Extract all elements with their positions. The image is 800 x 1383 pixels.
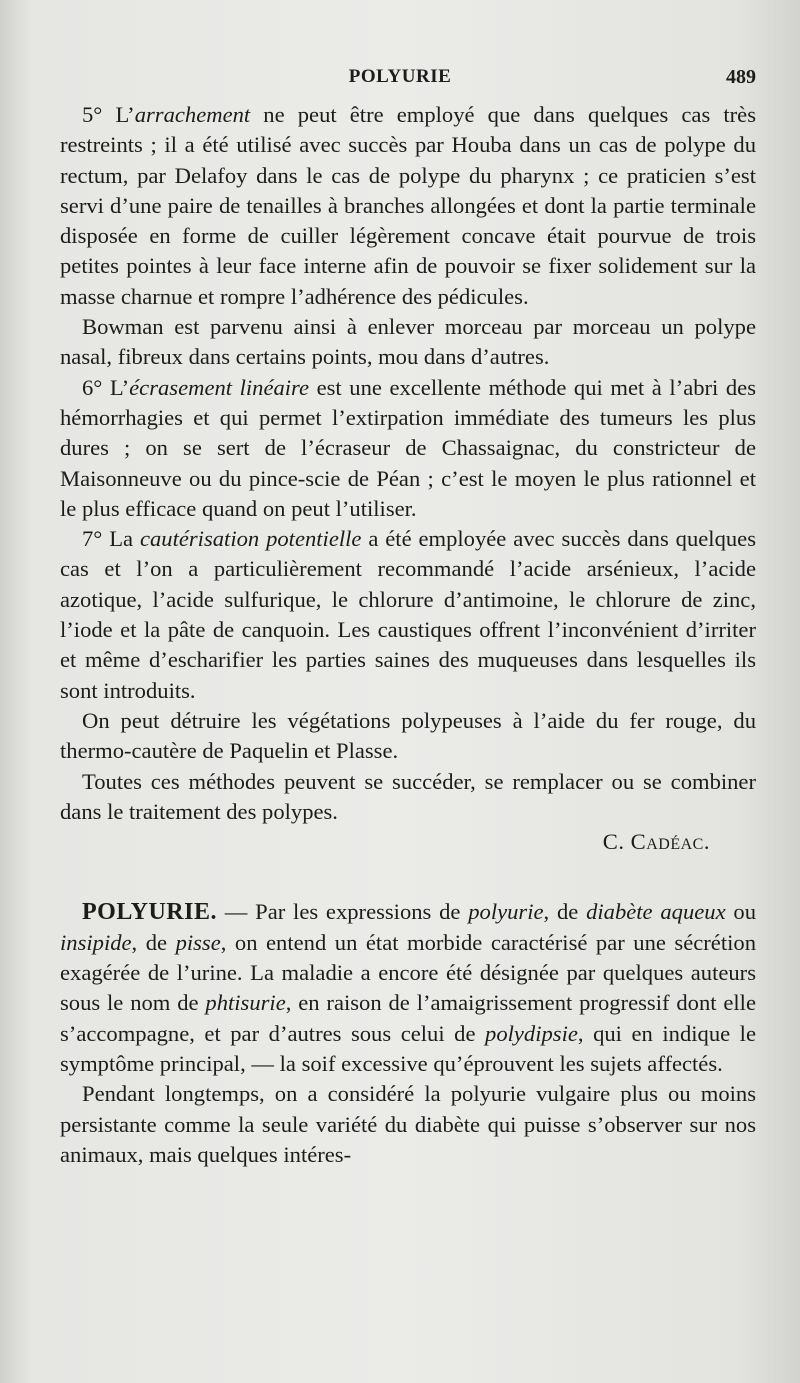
paragraph-cauterisation (60, 524, 756, 706)
italic-term: polyurie (468, 899, 544, 925)
paragraph-bowman (60, 312, 756, 373)
text-run: 6° L’ (82, 374, 130, 400)
text-run: — Par les expressions de (216, 899, 469, 925)
text-run: 5° L’ (82, 102, 135, 127)
text-run: , de (131, 929, 176, 955)
text-run: , en raison de l’amaigrissement progressif dont elle s’accompagne, et par d’autres sous celui de (60, 990, 756, 1046)
running-title: POLYURIE (348, 66, 452, 87)
text-run: , on entend un état morbide caractérisé par une sécrétion exagérée de l’urine. La maladie a encore été désignée par quelques auteurs sous le nom de (60, 929, 756, 1016)
italic-term: diabète aqueux (586, 899, 726, 925)
section-gap (60, 857, 756, 897)
text-run: Pendant longtemps, on a considéré la polyurie vulgaire plus ou moins persistante comme la seule variété du diabète qui puisse s’observer sur nos animaux, mais quelques intéres- (60, 1081, 756, 1167)
paragraph-ecrasement (60, 373, 756, 524)
paragraph-arrachement (60, 100, 756, 312)
text-run: , de (543, 899, 587, 925)
paragraph-polyurie-definition (60, 897, 756, 1079)
italic-term: pisse (175, 929, 221, 955)
italic-term: écrasement linéaire (129, 374, 310, 400)
entry-heading: POLYURIE. (82, 899, 217, 926)
body-text (60, 100, 756, 1170)
page-number: 489 (726, 66, 756, 88)
author-signature: C. Cadéac. (602, 829, 710, 855)
paragraph-fer-rouge (60, 706, 756, 767)
italic-term: cautérisation potentielle (139, 526, 362, 552)
running-head (0, 66, 800, 100)
text-run: Bowman est parvenu ainsi à enlever morceau par morceau un polype nasal, fibreux dans certains points, mou dans d’autres. (60, 314, 756, 370)
paragraph-pendant-longtemps (60, 1079, 756, 1170)
italic-term: polydipsie (485, 1020, 578, 1046)
text-run: ne peut être employé que dans quelques cas très restreints ; il a été utilisé avec succès par Houba dans un cas de polype du rectum, par Delafoy dans le cas de polype du pharynx ; ce praticien s’est servi d’une paire de tenailles à branches allongées et dont la partie terminale disposée en forme de cuiller légèrement concave était pourvue de trois petites pointes à leur face interne afin de pouvoir se fixer solidement sur la masse charnue et rompre l’adhérence des pédicules. (60, 102, 756, 309)
text-run: Toutes ces méthodes peuvent se succéder, se remplacer ou se combiner dans le traitement des polypes. (60, 768, 756, 824)
text-run: est une excellente méthode qui met à l’abri des hémorrhagies et qui permet l’extirpation immédiate des tumeurs les plus dures ; on se sert de l’écraseur de Chassaignac, du constricteur de Maisonneuve ou du pince-scie de Péan ; c’est le moyen le plus rationnel et le plus efficace quand on peut l’utiliser. (60, 374, 756, 521)
text-run: , qui en indique le symptôme principal, — la soif excessive qu’éprouvent les sujets affectés. (60, 1020, 756, 1076)
italic-term: arrachement (134, 102, 251, 127)
text-run: On peut détruire les végétations polypeuses à l’aide du fer rouge, du thermo-cautère de Paquelin et Plasse. (60, 707, 756, 764)
text-run: a été employée avec succès dans quelques cas et l’on a particulièrement recommandé l’acide arsénieux, l’acide azotique, l’acide sulfurique, le chlorure d’antimoine, le chlorure de zinc, l’iode et la pâte de canquoin. Les caustiques offrent l’inconvénient d’irriter et même d’escharifier les parties saines des muqueuses dans lesquelles ils sont introduits. (60, 526, 756, 703)
text-run: 7° La (82, 526, 140, 552)
text-run: ou (725, 899, 756, 925)
italic-term: phtisurie (205, 990, 286, 1016)
italic-term: insipide (60, 929, 132, 955)
paragraph-methodes (60, 767, 756, 828)
